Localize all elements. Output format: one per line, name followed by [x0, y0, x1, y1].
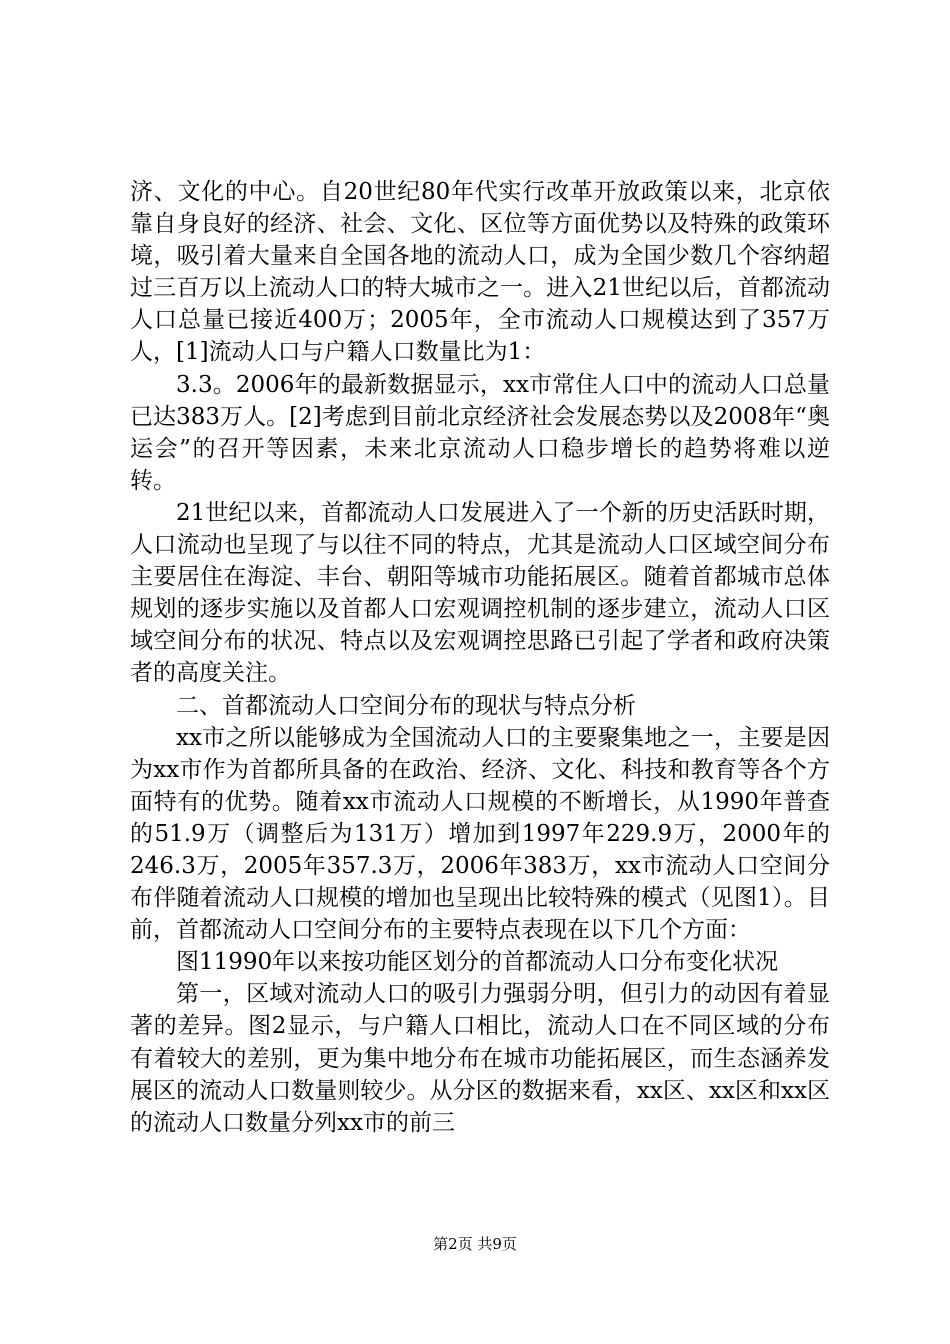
paragraph-continuation: 济、文化的中心。自20世纪80年代实行改革开放政策以来，北京依靠自身良好的经济、社会、文化、区位等方面优势以及特殊的政策环境，吸引着大量来自全国各地的流动人口，成为全国少数几个容纳超过三百万以上流动人口的特大城市之一。进入21世纪以后，首都流动人口总量已接近400万；2005年，全市流动人口规模达到了357万人，[1]流动人口与户籍人口数量比为1： — [130, 179, 830, 366]
paragraph-population-ratio: 3.3。2006年的最新数据显示，xx市常住人口中的流动人口总量已达383万人。[2]考虑到目前北京经济社会发展态势以及2008年“奥运会”的召开等因素，未来北京流动人口稳步增长的趋势将难以逆转。 — [130, 371, 830, 494]
section-heading: 二、首都流动人口空间分布的现状与特点分析 — [176, 692, 636, 719]
body-text — [130, 176, 830, 1139]
paragraph-status-analysis: xx市之所以能够成为全国流动人口的主要聚集地之一，主要是因为xx市作为首都所具备的在政治、经济、文化、科技和教育等各个方面特有的优势。随着xx市流动人口规模的不断增长，从1990年普查的51.9万（调整后为131万）增加到1997年229.9万，2000年的246.3万，2005年357.3万，2006年383万，xx市流动人口空间分布伴随着流动人口规模的增加也呈现出比较特殊的模式（见图1）。目前，首都流动人口空间分布的主要特点表现在以下几个方面： — [130, 724, 830, 944]
paragraph-first-point: 第一，区域对流动人口的吸引力强弱分明，但引力的动因有着显著的差异。图2显示，与户籍人口相比，流动人口在不同区域的分布有着较大的差别，更为集中地分布在城市功能拓展区，而生态涵养发展区的流动人口数量则较少。从分区的数据来看，xx区、xx区和xx区的流动人口数量分列xx市的前三 — [130, 981, 830, 1136]
paragraph-21st-century: 21世纪以来，首都流动人口发展进入了一个新的历史活跃时期，人口流动也呈现了与以往不同的特点，尤其是流动人口区域空间分布主要居住在海淀、丰台、朝阳等城市功能拓展区。随着首都城市总体规划的逐步实施以及首都人口宏观调控机制的逐步建立，流动人口区域空间分布的状况、特点以及宏观调控思路已引起了学者和政府决策者的高度关注。 — [130, 499, 830, 687]
page-footer: 第2页 共9页 — [433, 1235, 517, 1253]
figure-caption: 图11990年以来按功能区划分的首都流动人口分布变化状况 — [176, 949, 779, 976]
